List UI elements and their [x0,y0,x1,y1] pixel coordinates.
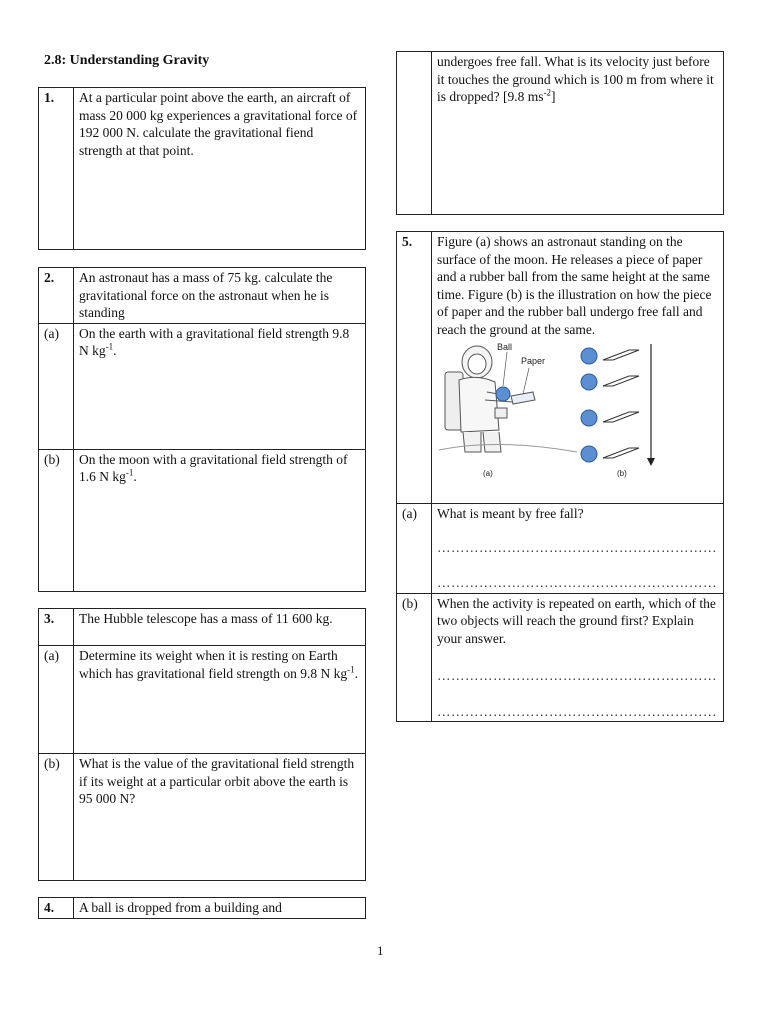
paper-position [603,376,639,386]
question-2-table [38,267,366,592]
paper-position [603,412,639,422]
question-text: At a particular point above the earth, an aircraft of mass 20 000 kg experiences a gravitational force of 192 000 N. calculate the gravitational fiend strength at that point. [74,88,366,250]
answer-line: …………………………………………………… [437,703,717,719]
question-text: A ball is dropped from a building and [74,898,366,919]
ball-position [581,446,597,462]
question-number: 2. [39,268,74,324]
part-label: (b) [397,593,432,722]
question-number: 5. [397,232,432,504]
part-text: On the moon with a gravitational field strength of 1.6 N $kg^{-1}$. [74,449,366,591]
question-4-continued-table [396,51,724,215]
ball-in-hand [496,387,510,401]
question-1-table [38,87,366,250]
question-text-continued: undergoes free fall. What is its velocity just before it touches the ground which is 100 m from where it is dropped? [9.8 $ms^{-2}$] [432,52,724,215]
ball-position [581,374,597,390]
answer-line: …………………………………………………… [437,668,717,683]
paper-label: Paper [521,356,546,366]
ball-label: Ball [497,342,513,352]
ball-position [581,348,597,364]
page-title: 2.8: Understanding Gravity [44,53,210,68]
part-text: On the earth with a gravitational field strength 9.8 N $kg^{-1}$. [74,323,366,449]
caption-b: (b) [617,469,627,478]
part-text: When the activity is repeated on earth, which of the two objects will reach the ground first? Explain your answer. …………………………………………………… …………………………………………………… [432,593,724,722]
answer-line: …………………………………………………… [437,539,717,555]
part-text: What is the value of the gravitational field strength if its weight at a particular orbit above the earth is 95 000 N? [74,754,366,881]
question-3-table [38,608,366,881]
part-text: What is meant by free fall? …………………………………………………… …………………………………………………… [432,504,724,594]
empty-number-cell [397,52,432,215]
arrow-head-icon [647,458,655,466]
falling-objects [581,344,655,466]
page-number: 1 [377,943,384,958]
part-label: (a) [397,504,432,594]
part-label: (b) [39,754,74,881]
question-4-table [38,897,366,919]
paper-position [603,350,639,360]
question-number: 3. [39,609,74,646]
question-text: The Hubble telescope has a mass of 11 600 kg. [74,609,366,646]
part-label: (a) [39,646,74,754]
question-5-table [396,231,724,722]
caption-a: (a) [483,469,493,478]
part-label: (b) [39,449,74,591]
question-number: 1. [39,88,74,250]
paper-position [603,448,639,458]
question-number: 4. [39,898,74,919]
part-label: (a) [39,323,74,449]
question-text: An astronaut has a mass of 75 kg. calculate the gravitational force on the astronaut when he is standing [74,268,366,324]
question-text: Figure (a) shows an astronaut standing on the surface of the moon. He releases a piece of paper and a rubber ball from the same height at the same time. Figure (b) is the illustration on how the piece of paper and the rubber ball undergo free fall and reach the ground at the same. Ball Paper (a) (b) [432,232,724,504]
free-fall-figure [437,340,717,480]
ball-position [581,410,597,426]
part-text: Determine its weight when it is resting on Earth which has gravitational field strength on 9.8 N $kg^{-1}$. [74,646,366,754]
answer-line: …………………………………………………… [437,575,717,590]
